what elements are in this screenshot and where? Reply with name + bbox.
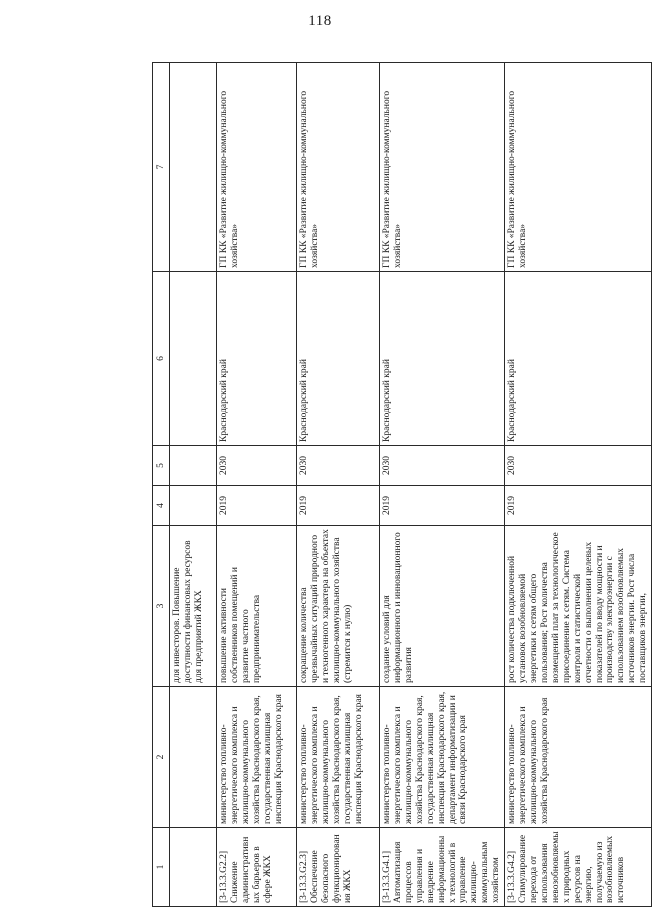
state-program: ГП КК «Развитие жилищно-коммунального хозяйства» [217, 63, 297, 272]
territory: Краснодарский край [217, 272, 297, 446]
column-header: 2 [153, 687, 170, 828]
column-header: 3 [153, 526, 170, 687]
measure-code: [3-13.3.G4.1] Автоматизация процессов управления и внедрение информационных технологий в управление жилищно-коммунальным хозяйством [380, 828, 505, 907]
rotated-table-container [152, 63, 649, 907]
measure-code: [3-13.3.G2.3] Обеспечение безопасного функционирования ЖКХ [297, 828, 380, 907]
start-year: 2019 [505, 486, 652, 526]
table-row [505, 63, 652, 907]
end-year: 2030 [217, 446, 297, 486]
table-row [217, 63, 297, 907]
column-header: 6 [153, 272, 170, 446]
start-year: 2019 [297, 486, 380, 526]
start-year: 2019 [380, 486, 505, 526]
responsible-bodies: министерство топливно-энергетического комплекса и жилищно-коммунального хозяйства Краснодарского края, государственная жилищная инспекция Краснодарского края [217, 687, 297, 828]
measure-code: [3-13.3.G4.2] Стимулирование перехода от использования невозобновляемых природных ресурсов на энергию, получаемую из возобновляемых источников [505, 828, 652, 907]
state-program: ГП КК «Развитие жилищно-коммунального хозяйства» [505, 63, 652, 272]
expected-result: создание условий для информационного и инновационного развития [380, 526, 505, 687]
column-header: 7 [153, 63, 170, 272]
expected-result: рост количества подключенной установок возобновляемой энергетики к сетям общего пользования; Рост количества возмещений плат за технологическое присоединение к сетям. Система контроля и статистической отчетности о выполнении целевых показателей по вводу мощности и производству электроэнергии с использованием возобновляемых источников энергии. Рост числа поставщиков энергии, [505, 526, 652, 687]
expected-result: повышение активности собственников помещений и развитие частного предпринимательства [217, 526, 297, 687]
state-program: ГП КК «Развитие жилищно-коммунального хозяйства» [380, 63, 505, 272]
continuation-text: для инвесторов. Повышение доступности финансовых ресурсов для предприятий ЖКХ [170, 526, 217, 687]
end-year: 2030 [297, 446, 380, 486]
end-year: 2030 [380, 446, 505, 486]
responsible-bodies: министерство топливно-энергетического комплекса и жилищно-коммунального хозяйства Краснодарского края, государственная жилищная инспекция Краснодарского края [297, 687, 380, 828]
responsible-bodies: министерство топливно-энергетического комплекса и жилищно-коммунального хозяйства Краснодарского края, государственная жилищная инспекция Краснодарского края, департамент информатизации и связи Краснодарского края [380, 687, 505, 828]
responsible-bodies: министерство топливно-энергетического комплекса и жилищно-коммунального хозяйства Краснодарского края [505, 687, 652, 828]
territory: Краснодарский край [297, 272, 380, 446]
measure-code: [3-13.3.G2.2] Снижение административных барьеров в сфере ЖКХ [217, 828, 297, 907]
column-header: 1 [153, 828, 170, 907]
header-row [153, 63, 170, 907]
table-row [297, 63, 380, 907]
table-row [380, 63, 505, 907]
territory: Краснодарский край [380, 272, 505, 446]
state-program: ГП КК «Развитие жилищно-коммунального хозяйства» [297, 63, 380, 272]
measures-table [152, 62, 652, 907]
page-number: 118 [308, 13, 332, 29]
expected-result: сокращение количества чрезвычайных ситуаций природного и техногенного характера на объектах жилищно-коммунального хозяйства (стремится к нулю) [297, 526, 380, 687]
continuation-row [170, 63, 217, 907]
territory: Краснодарский край [505, 272, 652, 446]
start-year: 2019 [217, 486, 297, 526]
column-header: 5 [153, 446, 170, 486]
column-header: 4 [153, 486, 170, 526]
end-year: 2030 [505, 446, 652, 486]
